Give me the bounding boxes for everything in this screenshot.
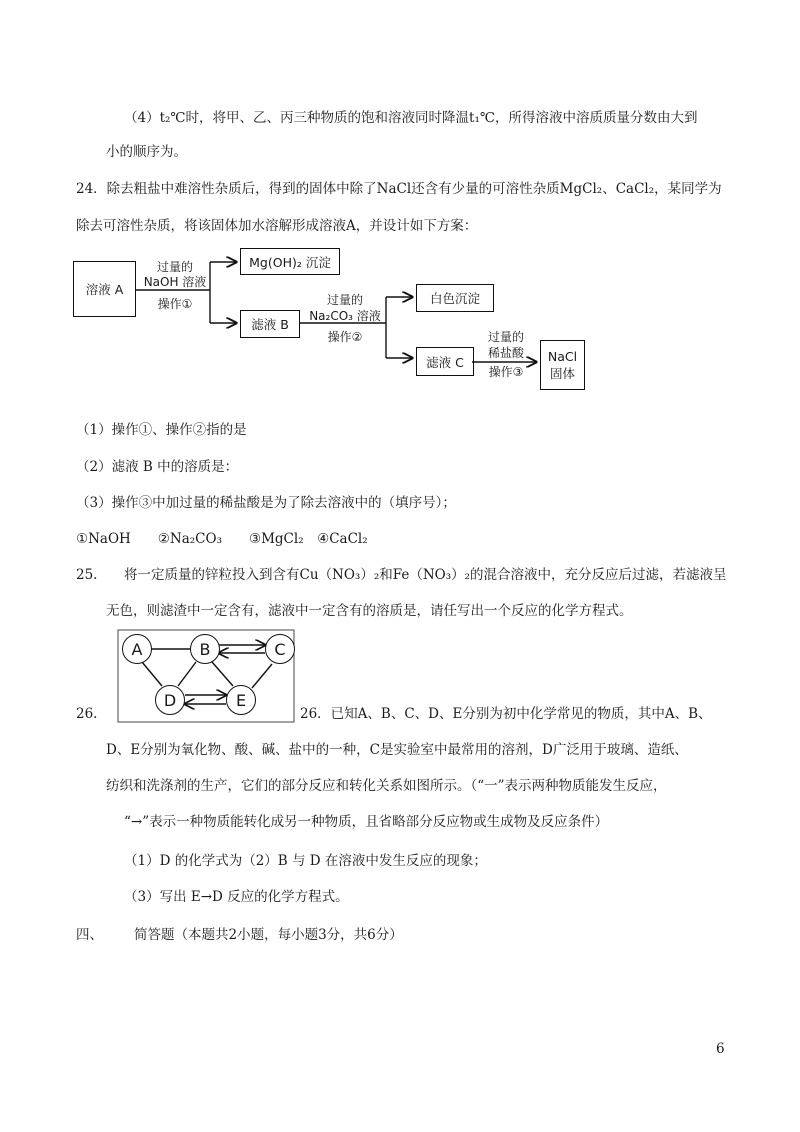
section-4-title: 简答题（本题共2小题，每小题3分，共6分） xyxy=(134,927,403,943)
flow-step3-reagent-name: 稀盐酸 xyxy=(487,346,524,360)
node-c: C xyxy=(265,634,295,664)
q26-line3: 纺织和洗涤剂的生产，它们的部分反应和转化关系如图所示。（“一”表示两种物质能发生反应， xyxy=(106,778,667,794)
q24-sub1: （1）操作①、操作②指的是 xyxy=(76,422,247,438)
q23-4-line2: 小的顺序为。 xyxy=(106,144,187,160)
q25-line1: 将一定质量的锌粒投入到含有Cu（NO₃）₂和Fe（NO₃）₂的混合溶液中，充分反应后过滤，若滤液呈 xyxy=(124,567,727,583)
section-4-number: 四、 xyxy=(76,927,103,943)
node-a: A xyxy=(122,634,152,664)
q26-line4: “→”表示一种物质能转化成另一种物质，且省略部分反应物或生成物及反应条件） xyxy=(124,814,609,830)
q24-sub2: （2）滤液 B 中的溶质是： xyxy=(76,459,239,475)
q24-line2: 除去可溶性杂质，将该固体加水溶解形成溶液A，并设计如下方案： xyxy=(76,218,478,234)
flow-step2-reagent-label: 过量的 xyxy=(326,293,363,307)
q26-number: 26. xyxy=(76,706,98,722)
node-b: B xyxy=(190,634,220,664)
q23-4-line1: （4）t₂℃时，将甲、乙、丙三种物质的饱和溶液同时降温t₁℃，所得溶液中溶质质量分数由大到 xyxy=(124,110,698,126)
flow-step1-reagent-label: 过量的 xyxy=(156,260,193,274)
q26-sub3: （3）写出 E→D 反应的化学方程式。 xyxy=(124,889,349,905)
flow-step2-operation: 操作② xyxy=(327,330,363,344)
flow-box-filtrate-b: 滤液 B xyxy=(240,310,300,338)
node-e: E xyxy=(226,685,256,715)
flow-box-filtrate-c: 滤液 C xyxy=(416,347,474,376)
flow-step1-operation: 操作① xyxy=(157,297,193,311)
node-d: D xyxy=(155,685,185,715)
q24-options: ①NaOH ②Na₂CO₃ ③MgCl₂ ④CaCl₂ xyxy=(76,531,368,547)
flow-box-solution-a: 溶液 A xyxy=(73,261,136,317)
flow-step3-operation: 操作③ xyxy=(488,365,524,379)
q26-line1: 26．已知A、B、C、D、E分别为初中化学常见的物质，其中A、B、 xyxy=(300,706,712,722)
flow-step3-reagent-label: 过量的 xyxy=(487,330,524,344)
q24-line1: 24．除去粗盐中难溶性杂质后，得到的固体中除了NaCl还含有少量的可溶性杂质MgCl₂、CaCl₂，某同学为 xyxy=(76,181,722,197)
flow-step1-reagent-name: NaOH 溶液 xyxy=(143,275,207,289)
nacl-box-line2: 固体 xyxy=(549,366,575,381)
page-number: 6 xyxy=(716,1041,725,1057)
q24-sub3: （3）操作③中加过量的稀盐酸是为了除去溶液中的（填序号）； xyxy=(76,495,456,511)
flow-step2-reagent-name: Na₂CO₃ 溶液 xyxy=(309,309,381,323)
flow-box-white-precipitate: 白色沉淀 xyxy=(416,284,494,312)
nacl-box-line1: NaCl xyxy=(547,349,578,364)
q26-line2: D、E分别为氧化物、酸、碱、盐中的一种，C是实验室中最常用的溶剂，D广泛用于玻璃、造纸、 xyxy=(106,742,688,758)
q25-line2: 无色，则滤渣中一定含有，滤液中一定含有的溶质是，请任写出一个反应的化学方程式。 xyxy=(106,603,633,619)
flow-box-mgoh2-precipitate: Mg(OH)₂ 沉淀 xyxy=(240,248,340,275)
q25-number: 25. xyxy=(76,567,98,583)
q26-sub1: （1）D 的化学式为（2）B 与 D 在溶液中发生反应的现象； xyxy=(124,853,487,869)
